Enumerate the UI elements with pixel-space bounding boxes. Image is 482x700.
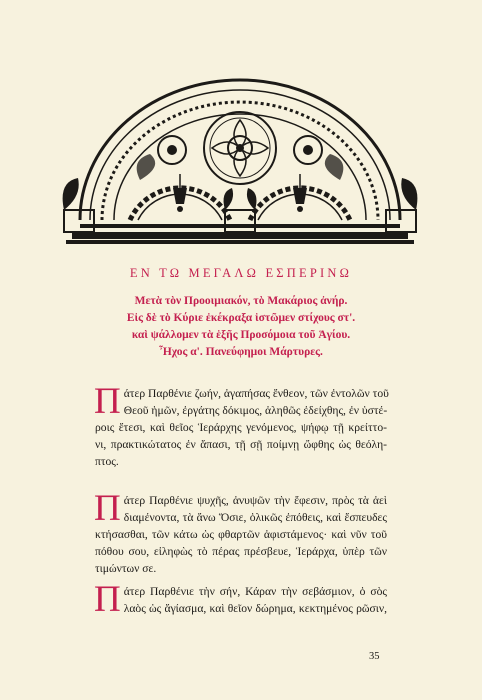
hymn-line: άτερ Παρθένιε ζωήν, ἀγαπήσας ἔνθεον, τῶν ἐντολῶν τοῦ bbox=[123, 387, 389, 400]
hymn-paragraph bbox=[94, 488, 387, 577]
rubric-line: καὶ ψάλλομεν τὰ ἑξῆς Προσόμοια τοῦ Ἁγίου. bbox=[131, 329, 351, 341]
page-number: 35 bbox=[369, 651, 380, 662]
hymn-line: νι, πρακτικώτατος ἐν ἅπασι, τῇ σῇ ποίμνῃ ὤφθης ὡς θεόλη- bbox=[95, 438, 387, 451]
rubric-line: Εἰς δὲ τὸ Κύριε ἐκέκραξα ἱστῶμεν στίχους στ'. bbox=[126, 312, 356, 324]
service-heading: ΕΝ ΤΩ ΜΕΓΑΛΩ ΕΣΠΕΡΙΝΩ bbox=[129, 266, 353, 280]
hymn-line: άτερ Παρθένιε τὴν σήν, Κάραν τὴν σεβάσμιον, ὁ σὸς bbox=[123, 585, 387, 598]
rubric-line: Μετὰ τὸν Προοιμιακόν, τὸ Μακάριος ἀνήρ. bbox=[134, 295, 348, 307]
drop-cap-initial: Π bbox=[94, 381, 121, 422]
hymn-line: ροις ἔτεσι, καὶ θεῖος Ἱεράρχης γενόμενος, ψήφῳ τῇ κρείττο- bbox=[95, 421, 387, 434]
hymn-line: λαὸς ὡς ἅγίασμα, καὶ θεῖον δώρημα, κεκτημένος ρῶσιν, bbox=[123, 602, 387, 615]
hymn-line: τιμώντων σε. bbox=[95, 562, 157, 575]
drop-cap-initial: Π bbox=[94, 579, 121, 620]
hymn-line: διαμένοντα, τὰ ἄνω Ὅσιε, ὁλικῶς ἐπόθεις, καὶ ἔσπευδες bbox=[123, 511, 387, 524]
hymn-line: πτος. bbox=[95, 455, 119, 468]
hymn-paragraph bbox=[94, 381, 389, 470]
hymn-paragraph bbox=[94, 579, 387, 620]
drop-cap-initial: Π bbox=[94, 488, 121, 529]
hymn-line: άτερ Παρθένιε ψυχῆς, ἀνυψῶν τὴν ἔφεσιν, πρὸς τὰ ἀεὶ bbox=[123, 494, 387, 507]
ornamental-headpiece bbox=[60, 70, 420, 260]
rubric-instructions bbox=[0, 293, 482, 344]
hymn-line: Θεοῦ ἡμῶν, ἐργάτης δόκιμος, ἀληθῶς ἐδείχθης, ἐν ὑστέ- bbox=[123, 404, 388, 417]
tone-indication: Ἦχος α'. Πανεύφημοι Μάρτυρες. bbox=[159, 346, 323, 358]
hymn-line: πόθου σου, εἰληφὼς τὸ πέρας πρέσβευε, Ἱεράρχα, ὑπὲρ τῶν bbox=[95, 545, 387, 558]
hymn-line: κτήσασθαι, τῶν κάτω ὡς φθαρτῶν ἀφιστάμενος· καὶ νῦν τοῦ bbox=[95, 528, 387, 541]
